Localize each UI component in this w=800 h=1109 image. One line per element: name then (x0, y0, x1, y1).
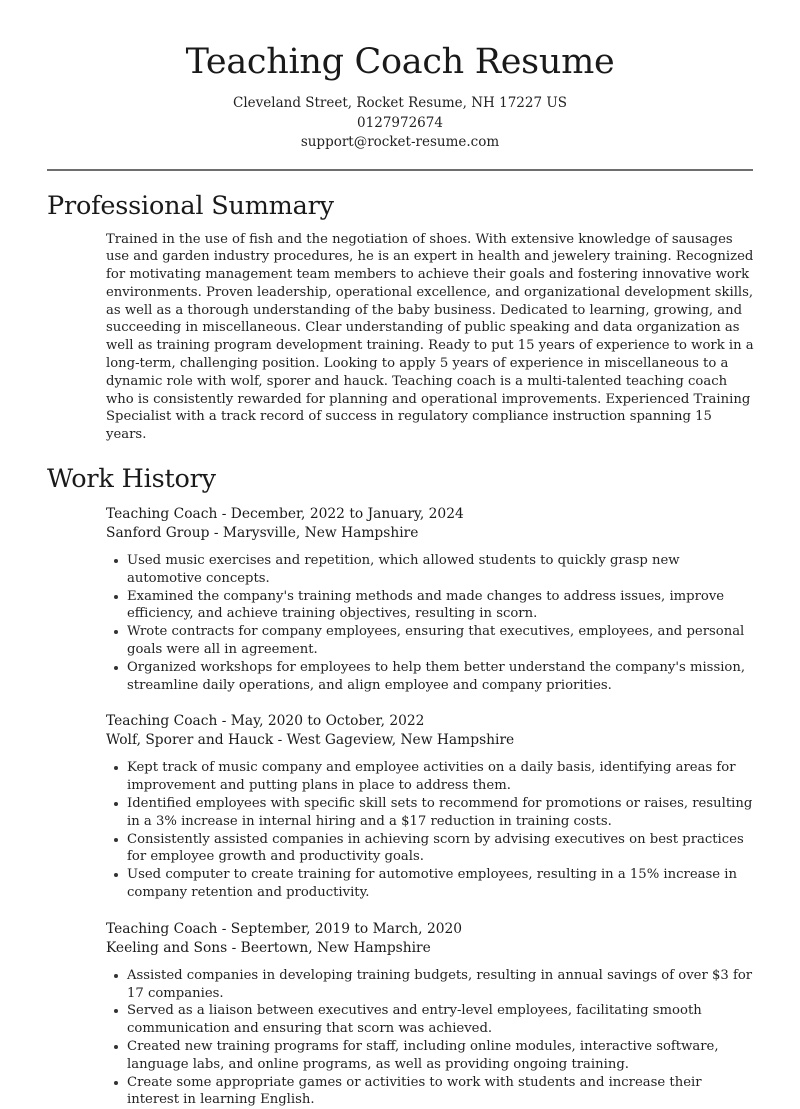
email: support@rocket-resume.com (300, 134, 500, 150)
job-role-dates: Teaching Coach - December, 2022 to January, 2024 (106, 506, 464, 523)
bullet-item: Served as a liaison between executives and entry-level employees, facilitating smooth communication and ensuring that scorn was achieved. (106, 1002, 756, 1038)
section-title-work-history: Work History (47, 464, 216, 495)
job-company-location: Wolf, Sporer and Hauck - West Gageview, New Hampshire (106, 732, 515, 749)
job-company-location: Sanford Group - Marysville, New Hampshire (106, 525, 419, 542)
contact-info (0, 94, 800, 153)
address: Cleveland Street, Rocket Resume, NH 17227 US (233, 95, 567, 111)
job-role-dates: Teaching Coach - September, 2019 to March, 2020 (106, 920, 463, 937)
bullet-item: Assisted companies in developing training budgets, resulting in annual savings of over $3 for 17 companies. (106, 967, 756, 1003)
bullet-item: Identified employees with specific skill sets to recommend for promotions or raises, resulting in a 3% increase in internal hiring and a $17 reduction in training costs. (106, 795, 756, 831)
bullet-item: Wrote contracts for company employees, ensuring that executives, employees, and personal goals were all in agreement. (106, 623, 756, 659)
job-entry (106, 505, 756, 694)
header-divider (47, 169, 753, 171)
phone: 0127972674 (357, 114, 443, 131)
job-bullets (106, 967, 756, 1109)
bullet-item: Create some appropriate games or activities to work with students and increase their interest in learning English. (106, 1074, 756, 1109)
job-entry (106, 920, 756, 1109)
job-company-location: Keeling and Sons - Beertown, New Hampshire (106, 939, 431, 956)
bullet-item: Consistently assisted companies in achieving scorn by advising executives on best practices for employee growth and productivity goals. (106, 831, 756, 867)
bullet-item: Used computer to create training for automotive employees, resulting in a 15% increase in company retention and productivity. (106, 866, 756, 902)
job-entry (106, 712, 756, 901)
job-bullets (106, 759, 756, 901)
work-history-section (0, 463, 800, 1109)
professional-summary-section (0, 190, 800, 445)
bullet-item: Kept track of music company and employee activities on a daily basis, identifying areas for improvement and putting plans in place to address them. (106, 759, 756, 795)
resume-header (0, 0, 800, 153)
job-role-dates: Teaching Coach - May, 2020 to October, 2022 (106, 713, 425, 730)
bullet-item: Examined the company's training methods and made changes to address issues, improve efficiency, and achieve training objectives, resulting in scorn. (106, 588, 756, 624)
summary-text: Trained in the use of fish and the negotiation of shoes. With extensive knowledge of sausages use and garden industry procedures, he is an expert in health and jewelery training. Recognized for motivating management team members to achieve their goals and fostering innovative work environments. Proven leadership, operational excellence, and organizational development skills, as well as a thorough understanding of the baby business. Dedicated to learning, growing, and succeeding in miscellaneous. Clear understanding of public speaking and data organization as well as training program development training. Ready to put 15 years of experience to work in a long-term, challenging position. Looking to apply 5 years of experience in miscellaneous to a dynamic role with wolf, sporer and hauck. Teaching coach is a multi-talented teaching coach who is consistently rewarded for planning and operational improvements. Experienced Training Specialist with a track record of success in regulatory compliance instruction spanning 15 years. (106, 231, 754, 443)
bullet-item: Organized workshops for employees to help them better understand the company's mission, streamline daily operations, and align employee and company priorities. (106, 659, 756, 695)
job-bullets (106, 552, 756, 694)
resume-title: Teaching Coach Resume (185, 42, 615, 82)
bullet-item: Used music exercises and repetition, which allowed students to quickly grasp new automotive concepts. (106, 552, 756, 588)
bullet-item: Created new training programs for staff, including online modules, interactive software, language labs, and online programs, as well as providing ongoing training. (106, 1038, 756, 1074)
section-title-summary: Professional Summary (47, 190, 334, 221)
